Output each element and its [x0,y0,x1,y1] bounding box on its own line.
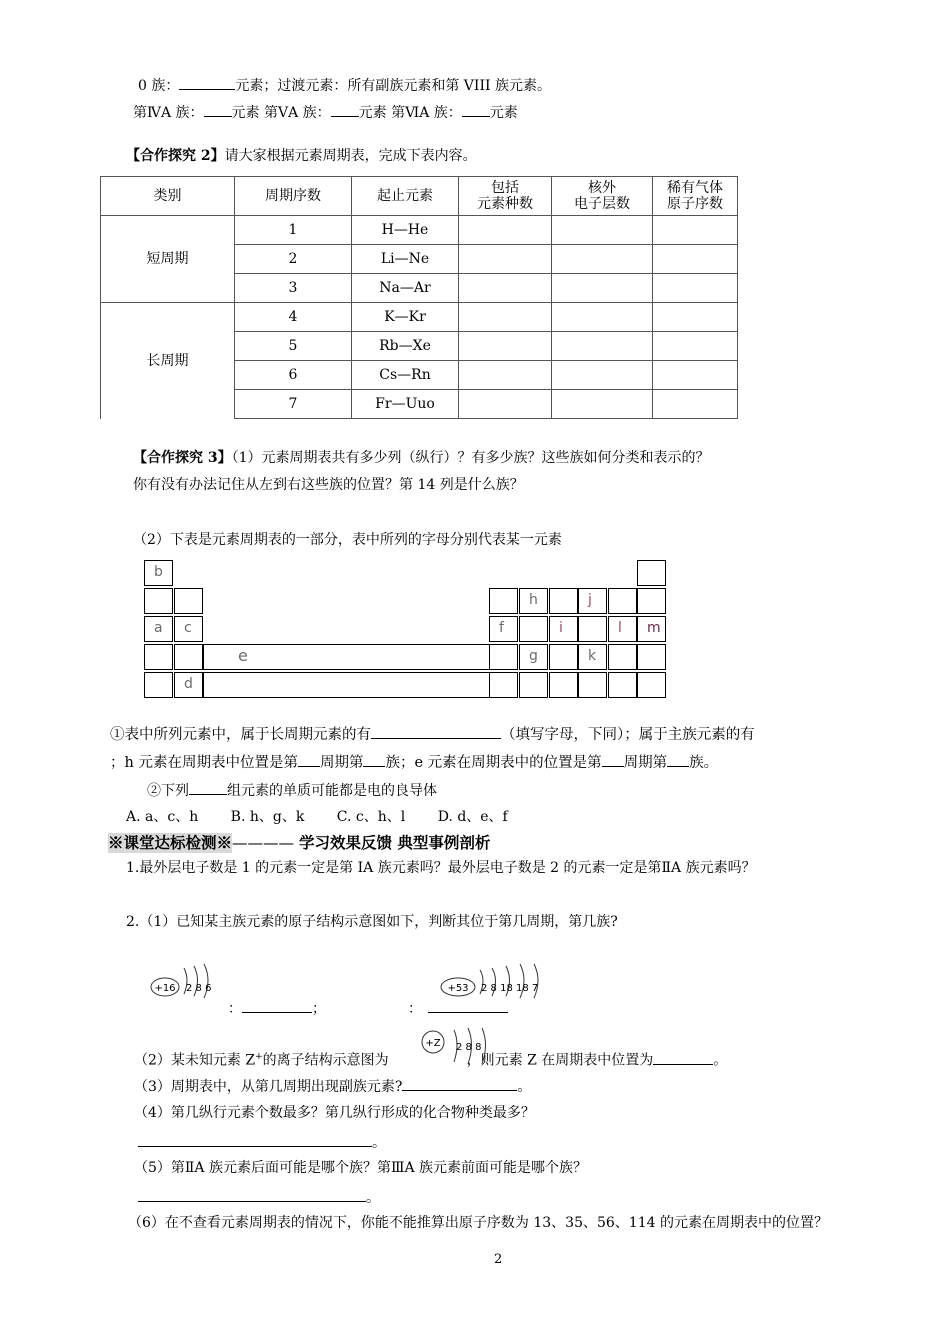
check-heading: ※课堂达标检测※———— 学习效果反馈 典型事例剖析 [108,833,491,852]
table-row: 3 Na—Ar [101,274,738,303]
answer-blank[interactable] [667,752,689,767]
grid-cell [637,644,666,670]
answer-blank[interactable] [331,102,359,117]
header-range: 起止元素 [352,177,459,216]
check-q1: 1.最外层电子数是 1 的元素一定是第 IA 族元素吗？最外层电子数是 2 的元素一定是第ⅡA 族元素吗？ [126,860,756,876]
element-g: g [519,644,548,670]
answer-blank[interactable] [371,724,501,739]
grid-cell [549,644,578,670]
grid-cell [637,588,666,614]
answer-blank[interactable] [363,752,385,767]
answer-blank[interactable] [298,752,320,767]
element-h: h [519,588,548,614]
intro-line-2: 第ⅣA 族： 元素 第ⅤA 族： 元素 第ⅥA 族： 元素 [133,102,518,122]
answer-blank[interactable] [402,1076,517,1091]
sub-question-1: ①表中所列元素中，属于长周期元素的有 （填写字母，下同）；属于主族元素的有 [110,724,755,744]
element-i: i [549,616,578,642]
grid-cell [637,672,666,698]
header-category: 类别 [101,177,235,216]
answer-blank[interactable] [242,998,312,1013]
element-e: e [203,644,490,670]
element-l: l [608,616,637,642]
inquiry2-heading: 【合作探究 2】请大家根据元素周期表，完成下表内容。 [126,148,477,164]
grid-cell-wide [203,672,490,698]
ion-shells: 2 8 8 [456,1042,482,1053]
intro-line-1: 0 族： 元素；过渡元素：所有副族元素和第 VIII 族元素。 [138,75,551,95]
element-b: b [144,560,173,586]
atom2-answer: ： [408,998,508,1018]
check-p4: （4）第几纵行元素个数最多？第几纵行形成的化合物种类最多？ [134,1105,535,1121]
inquiry3-q2: （2）下表是元素周期表的一部分，表中所列的字母分别代表某一元素 [133,532,562,548]
element-m: m [637,616,666,642]
grid-cell [489,644,518,670]
atom-diagram-2 [438,960,558,1002]
header-period: 周期序数 [235,177,352,216]
check-q2: 2.（1）已知某主族元素的原子结构示意图如下，判断其位于第几周期，第几族? [126,914,618,930]
table-row: 7 Fr—Uuo [101,390,738,419]
option-c[interactable]: C. c、h、l [336,809,406,825]
grid-cell [174,644,203,670]
options [126,808,508,826]
answer-blank[interactable] [179,75,235,90]
atom-diagram-1 [148,960,238,1002]
answer-blank[interactable] [462,102,490,117]
element-a: a [144,616,173,642]
page-number: 2 [494,1252,503,1267]
check-p2: （2）某未知元素 Z+的离子结构示意图为 ，则元素 Z 在周期表中位置为 。 [134,1048,727,1070]
grid-cell [578,672,607,698]
answer-blank[interactable] [204,102,232,117]
grid-cell [549,588,578,614]
check-p5: （5）第ⅡA 族元素后面可能是哪个族？第ⅢA 族元素前面可能是哪个族？ [134,1160,588,1176]
answer-blank[interactable] [138,1132,372,1147]
option-a[interactable]: A. a、c、h [126,809,199,825]
answer-blank[interactable] [189,780,227,795]
atom1-shells: 2 8 6 [186,983,212,994]
table-row: 短周期 1 H—He [101,216,738,245]
element-c: c [174,616,203,642]
inquiry3-q1-cont: 你有没有办法记住从左到右这些族的位置？第 14 列是什么族？ [133,477,524,493]
header-count: 包括 元素种数 [459,177,552,216]
header-shells: 核外 电子层数 [552,177,653,216]
atom2-nucleus: +53 [447,983,469,994]
table-row: 2 Li—Ne [101,245,738,274]
answer-blank[interactable] [428,998,508,1013]
short-period-label: 短周期 [101,216,235,303]
check-title: ※课堂达标检测※ [108,833,233,852]
grid-cell [549,672,578,698]
check-p5-answer: 。 [138,1187,380,1207]
table-row: 5 Rb—Xe [101,332,738,361]
grid-cell [519,672,548,698]
long-period-label: 长周期 [101,303,235,419]
answer-blank[interactable] [602,752,624,767]
grid-cell [144,644,173,670]
option-d[interactable]: D. d、e、f [437,809,508,825]
grid-cell [489,672,518,698]
element-j: j [578,588,607,614]
check-p3: （3）周期表中，从第几周期出现副族元素? 。 [134,1076,531,1096]
grid-cell [608,588,637,614]
grid-cell [144,672,173,698]
grid-cell [489,588,518,614]
element-f: f [489,616,518,642]
period-table [100,176,738,419]
grid-cell [519,616,548,642]
grid-cell [608,644,637,670]
inquiry3-q1: 【合作探究 3】（1）元素周期表共有多少列（纵行）？有多少族？这些族如何分类和表示的？ [133,450,710,466]
check-p4-answer: 。 [138,1132,386,1152]
table-row: 6 Cs—Rn [101,361,738,390]
atom2-shells: 2 8 18 18 7 [481,983,539,994]
option-b[interactable]: B. h、g、k [230,809,305,825]
element-d: d [174,672,203,698]
grid-cell [174,588,203,614]
atom1-nucleus: +16 [154,983,176,994]
ion-diagram [420,1024,502,1070]
atom1-answer: ： ； [228,998,326,1018]
check-p6: （6）在不查看元素周期表的情况下，你能不能推算出原子序数为 13、35、56、114 的元素在周期表中的位置？ [128,1215,828,1231]
grid-cell [637,560,666,586]
sub-question-1-cont: ；h 元素在周期表中位置是第 周期第 族；e 元素在周期表中的位置是第 周期第 族。 [110,752,718,772]
ion-nucleus: +Z [425,1038,441,1049]
header-noble: 稀有气体 原子序数 [653,177,738,216]
sub-question-2: ②下列 组元素的单质可能都是电的良导体 [147,780,437,800]
grid-cell [608,672,637,698]
table-row: 长周期 4 K—Kr [101,303,738,332]
element-k: k [578,644,607,670]
grid-cell [578,616,607,642]
answer-blank[interactable] [653,1050,713,1065]
grid-cell [144,588,173,614]
answer-blank[interactable] [138,1187,366,1202]
